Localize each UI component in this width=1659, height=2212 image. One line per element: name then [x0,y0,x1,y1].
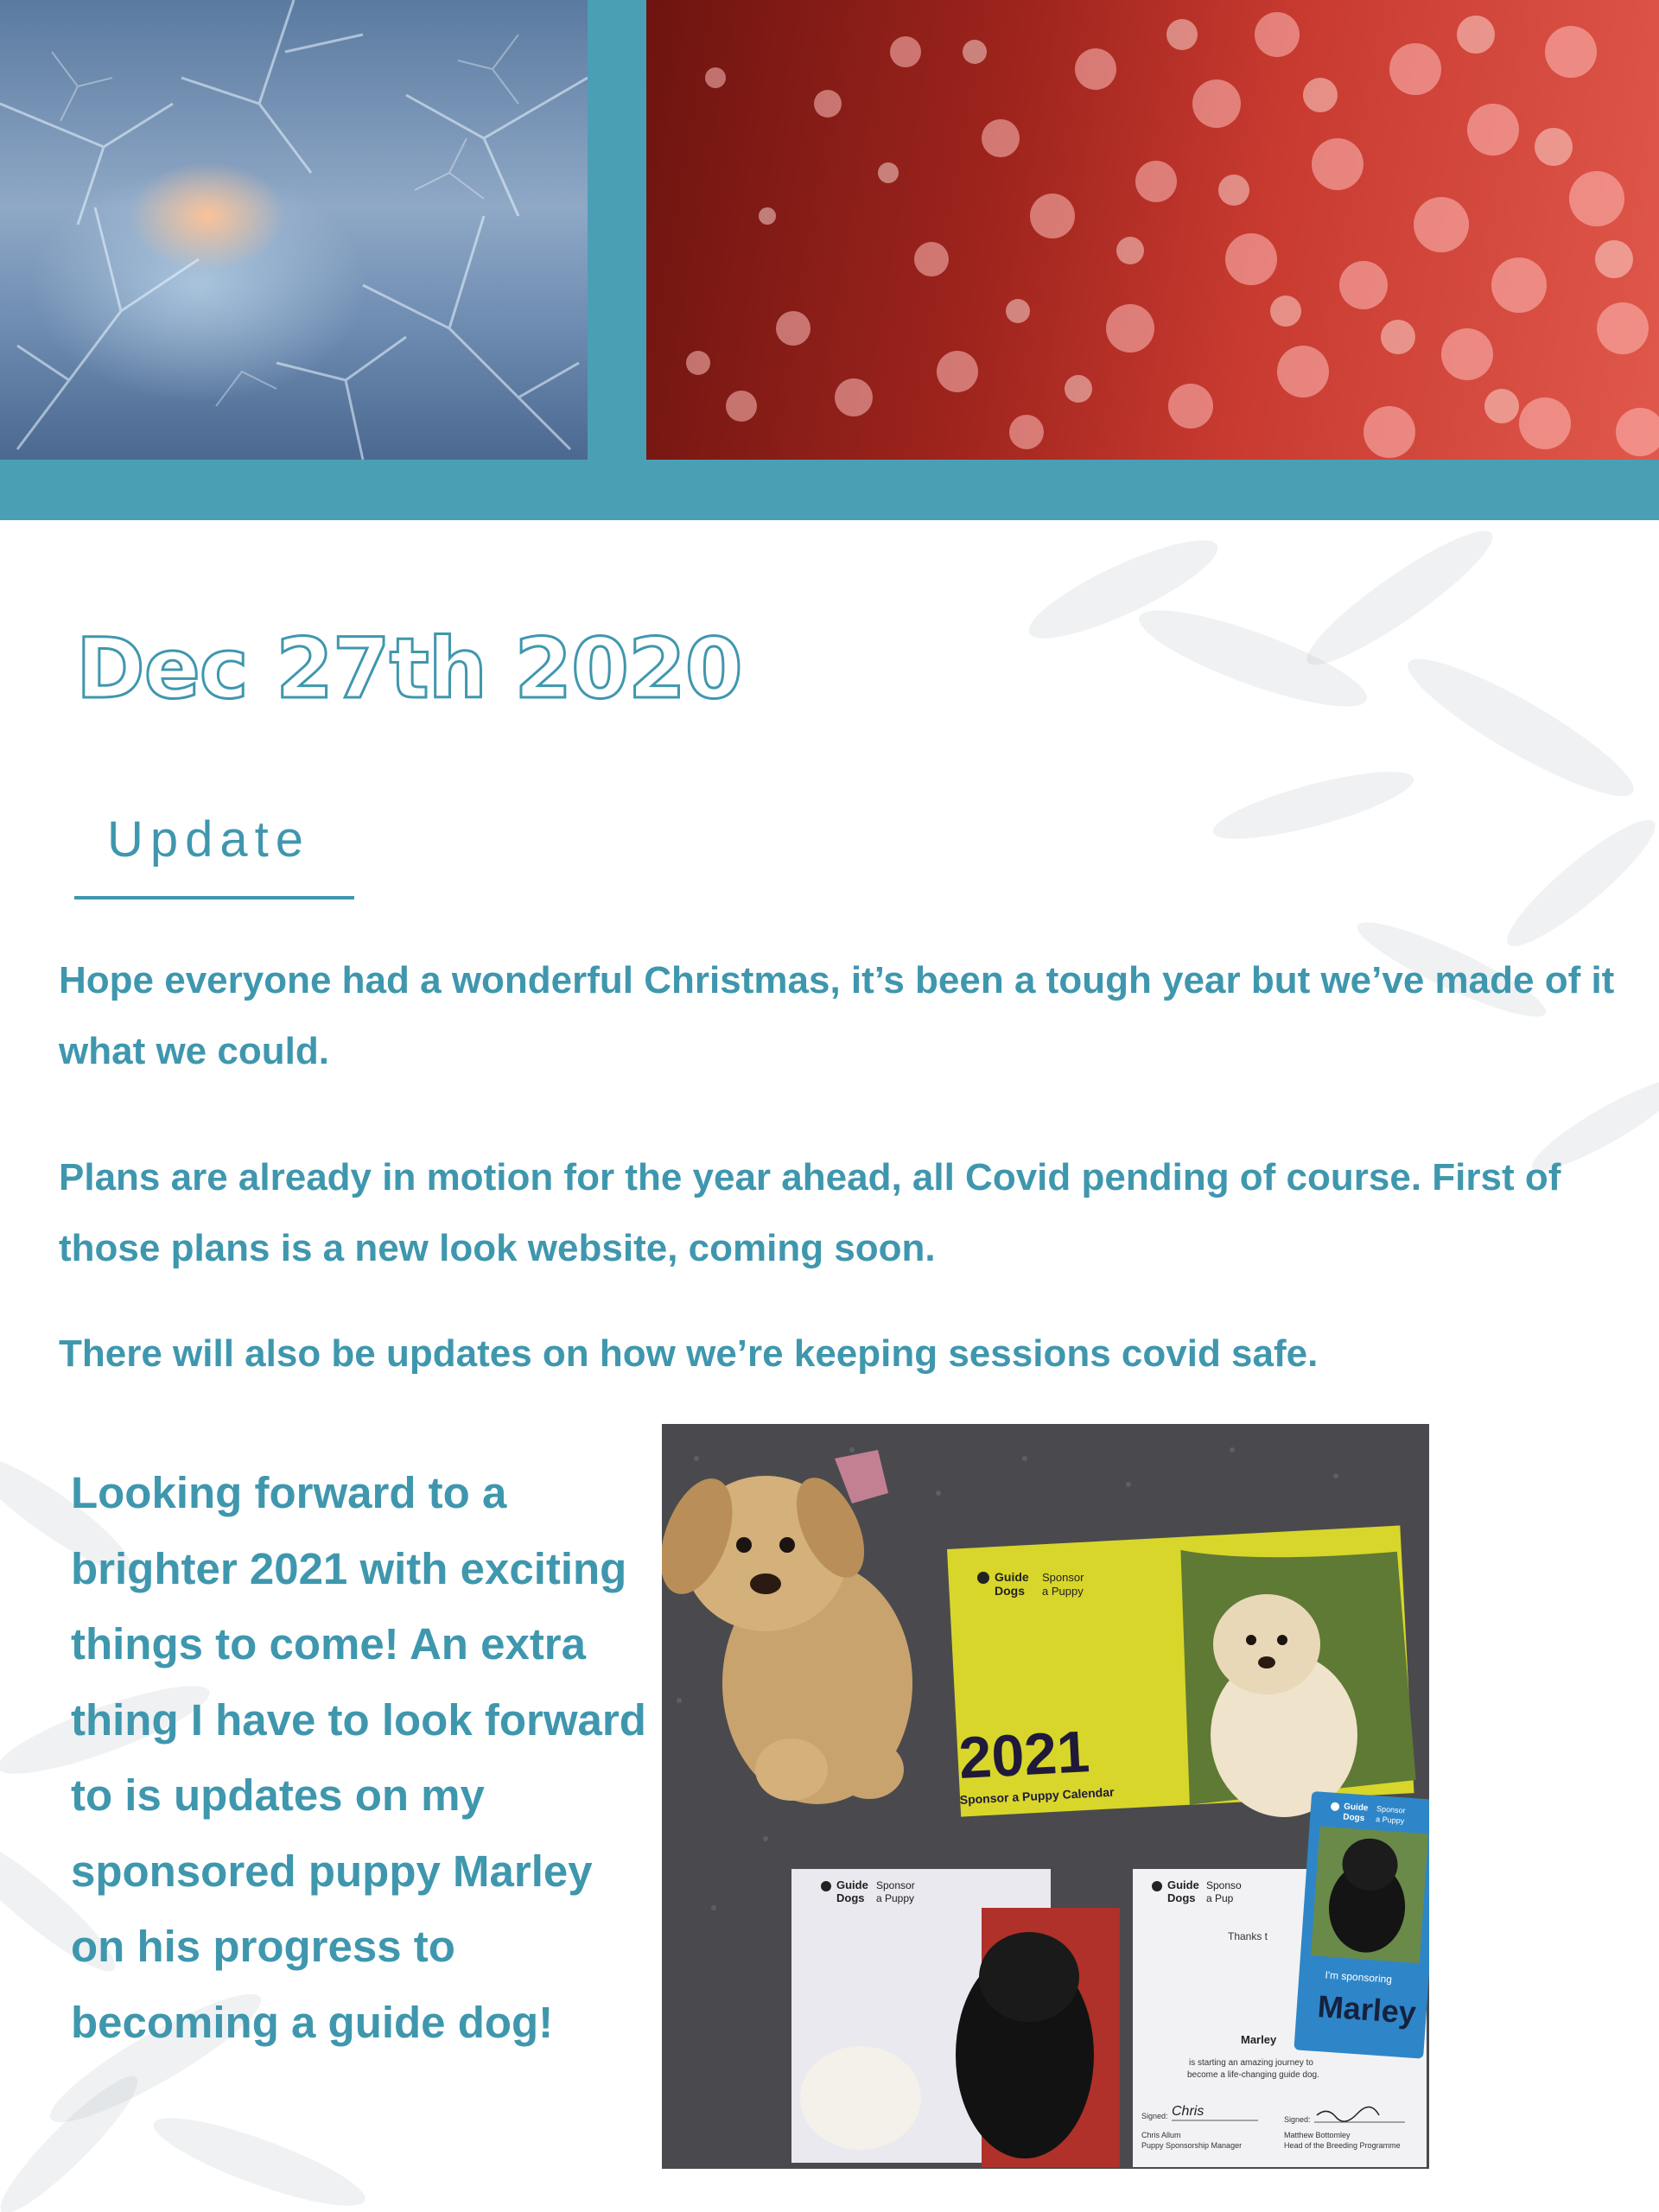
certificate-line2: become a life-changing guide dog. [1187,2070,1319,2080]
calendar-brand-line2: Dogs [995,1584,1025,1598]
certificate-signed-label-2: Signed: [1284,2115,1311,2124]
calendar-sponsor-line2: a Puppy [1042,1585,1084,1598]
bokeh-lights-photo [646,0,1659,460]
paragraph-plans: Plans are already in motion for the year ahead, all Covid pending of course. First of those plans is a new look website, coming soon. [59,1156,1561,1269]
certificate-thanks: Thanks t [1228,1930,1268,1942]
page-date-title: Dec 27th 2020 [76,620,742,717]
bokeh-circles [646,0,1659,460]
certificate-signature-1: Chris [1172,2104,1205,2119]
frost-window-photo [0,0,588,460]
badge-puppy-name: Marley [1316,1988,1418,2031]
certificate-sponsor: Sponso [1206,1879,1242,1891]
frost-pattern [0,0,588,460]
certificate-signer-2-title: Head of the Breeding Programme [1284,2141,1401,2150]
certificate-signer-2-name: Matthew Bottomley [1284,2131,1351,2139]
marley-badge [1294,1791,1429,2059]
photo-contents [662,1424,1429,2169]
side-paragraph: Looking forward to a brighter 2021 with exciting things to come! An extra thing I have to look forward to is updates on my sponsored puppy Marley on his progress to becoming a guide dog! [71,1468,646,2047]
certificate-puppy-name: Marley [1241,2033,1277,2046]
puppy-calendar [947,1526,1417,1817]
section-underline [74,896,354,899]
badge-brand: Guide [1343,1802,1369,1814]
card-sponsor: Sponsor [876,1879,915,1891]
certificate-line1: is starting an amazing journey to [1189,2058,1313,2068]
card-brand: Guide [836,1878,868,1891]
calendar-year: 2021 [957,1719,1091,1791]
paragraph-christmas: Hope everyone had a wonderful Christmas, it’s been a tough year but we’ve made of it what we could. [59,959,1615,1072]
calendar-sponsor: Sponsor [1042,1571,1084,1584]
card-brand-line2: Dogs [836,1891,865,1904]
certificate-signer-1-name: Chris Allum [1141,2131,1181,2139]
plush-puppy-toy [662,1450,912,1804]
section-heading: Update [107,811,311,868]
paragraph-covid-safe: There will also be updates on how we’re keeping sessions covid safe. [59,1332,1319,1375]
certificate-sponsor-line2: a Pup [1206,1892,1234,1904]
certificate-signer-1-title: Puppy Sponsorship Manager [1141,2141,1243,2150]
christmas-card [791,1869,1120,2167]
card-sponsor-line2: a Puppy [876,1892,915,1904]
badge-sponsor: Sponsor [1376,1804,1406,1815]
certificate-brand: Guide [1167,1878,1199,1891]
badge-brand-line2: Dogs [1342,1812,1365,1824]
certificate-brand-line2: Dogs [1167,1891,1196,1904]
calendar-brand: Guide [995,1570,1029,1584]
badge-sponsor-line2: a Puppy [1375,1815,1405,1826]
calendar-caption: Sponsor a Puppy Calendar [959,1784,1115,1807]
sponsored-puppy-photo [662,1424,1429,2169]
badge-title: I'm sponsoring [1325,1968,1393,1986]
certificate-signed-label-1: Signed: [1141,2112,1168,2120]
